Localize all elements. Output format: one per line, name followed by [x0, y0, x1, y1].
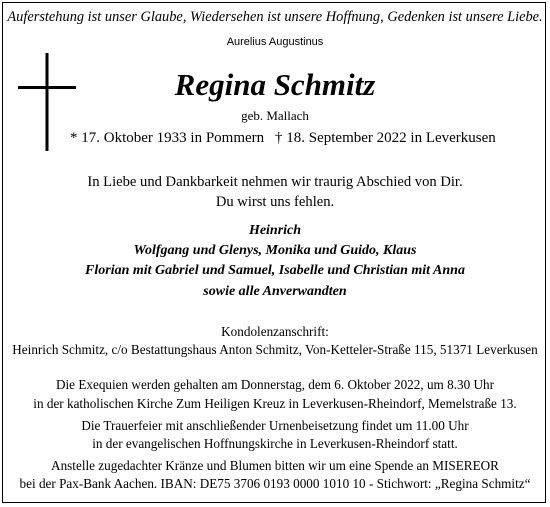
motto-author: Aurelius Augustinus — [226, 36, 324, 48]
family-line: Heinrich — [248, 223, 302, 238]
donation-line-2: bei der Pax-Bank Aachen. IBAN: DE75 3706 0193 0000 1010 10 - Stichwort: „Regina Schmitz“ — [19, 476, 531, 491]
condolence-address: Heinrich Schmitz, c/o Bestattungshaus Anton Schmitz, Von-Ketteler-Straße 115, 51371 Leverkusen — [12, 342, 538, 357]
funeral-line-2: in der evangelischen Hoffnungskirche in Leverkusen-Rheindorf statt. — [92, 436, 458, 451]
family-line: sowie alle Anverwandten — [203, 284, 347, 299]
exequies-line-2: in der katholischen Kirche Zum Heiligen Kreuz in Leverkusen-Rheindorf, Memelstraße 13. — [33, 396, 517, 411]
exequies-line-1: Die Exequien werden gehalten am Donnerstag, dem 6. Oktober 2022, um 8.30 Uhr — [55, 377, 494, 392]
deceased-name: Regina Schmitz — [174, 67, 376, 102]
maiden-name: geb. Mallach — [241, 108, 309, 123]
farewell-line-2: Du wirst uns fehlen. — [215, 194, 335, 210]
family-line: Florian mit Gabriel und Samuel, Isabelle und Christian mit Anna — [85, 263, 465, 278]
birth-date: * 17. Oktober 1933 in Pommern — [70, 130, 265, 146]
donation-line-1: Anstelle zugedachter Kränze und Blumen bitten wir um eine Spende an MISEREOR — [51, 458, 499, 473]
motto-quote: Auferstehung ist unser Glaube, Wiedersehen ist unsere Hoffnung, Gedenken ist unsere Liebe. — [7, 9, 543, 25]
family-line: Wolfgang und Glenys, Monika und Guido, Klaus — [133, 243, 417, 258]
condolence-label: Kondolenzanschrift: — [221, 324, 329, 339]
funeral-line-1: Die Trauerfeier mit anschließender Urnenbeisetzung findet um 11.00 Uhr — [81, 418, 469, 433]
farewell-line-1: In Liebe und Dankbarkeit nehmen wir traurig Abschied von Dir. — [87, 174, 463, 190]
death-date: † 18. September 2022 in Leverkusen — [275, 130, 496, 146]
